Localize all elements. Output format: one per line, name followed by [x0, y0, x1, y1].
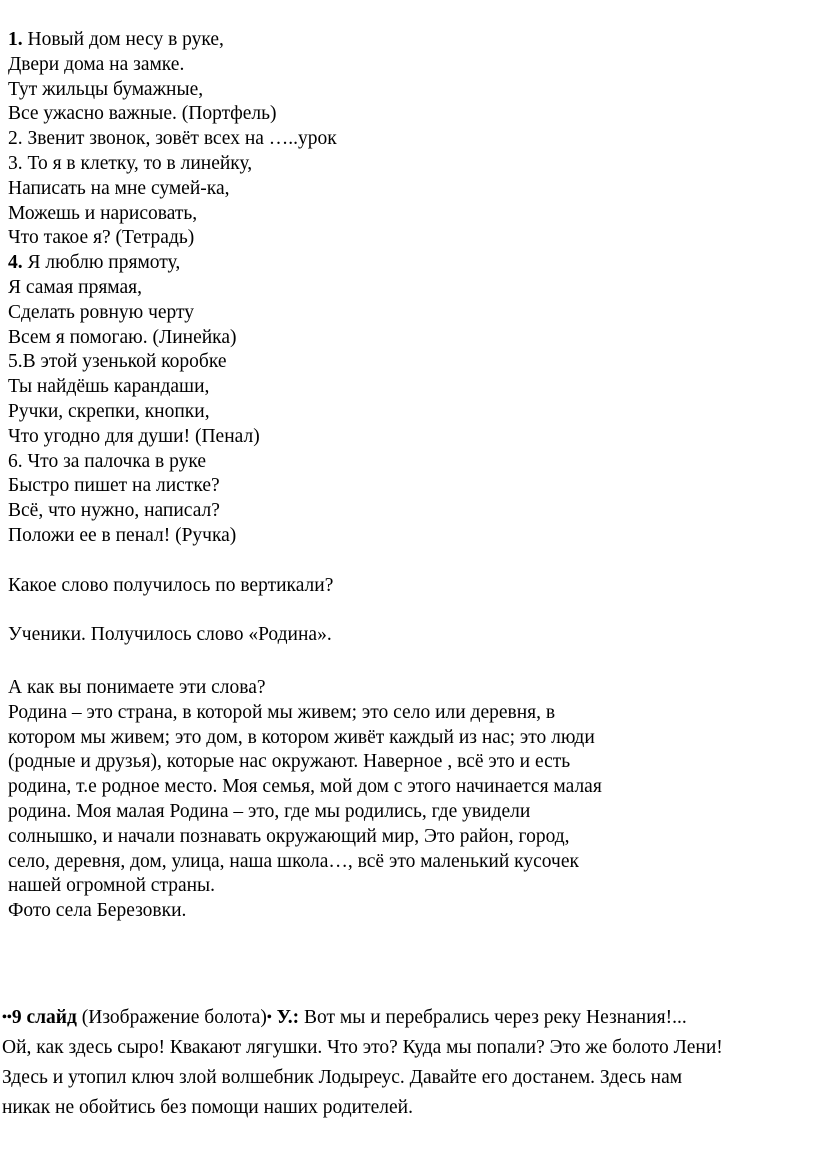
riddle-line: 2. Звенит звонок, зовёт всех на …..урок — [8, 128, 337, 150]
riddle-line: Положи ее в пенал! (Ручка) — [8, 524, 237, 546]
slide-line: Здесь и утопил ключ злой волшебник Лодыреус. Давайте его достанем. Здесь нам — [2, 1067, 683, 1088]
paragraph-line: Фото села Березовки. — [8, 900, 187, 922]
riddle-line: Сделать ровную черту — [8, 301, 195, 323]
riddle-line: Я самая прямая, — [8, 276, 142, 298]
paragraph-line: Родина – это страна, в которой мы живем; это село или деревня, в — [8, 701, 556, 723]
paragraph-line: (родные и друзья), которые нас окружают. Наверное , всё это и есть — [8, 751, 571, 773]
question-text: Какое слово получилось по вертикали? — [8, 574, 334, 596]
slide-image-note: (Изображение болота) — [76, 1007, 267, 1028]
riddle-line: 3. То я в клетку, то в линейку, — [8, 152, 253, 174]
riddle-line: Все ужасно важные. (Портфель) — [8, 103, 277, 125]
slide-line: никак не обойтись без помощи наших родителей. — [2, 1097, 413, 1118]
bullet-icon: • — [6, 1010, 12, 1025]
riddle-line: 5.В этой узенькой коробке — [8, 351, 227, 373]
slide-nine-block — [2, 1003, 814, 1123]
paragraph-line: село, деревня, дом, улица, наша школа…, всё это маленький кусочек — [8, 850, 579, 872]
spacer — [8, 549, 798, 574]
homeland-paragraph — [8, 676, 708, 924]
riddle-line: Можешь и нарисовать, — [8, 202, 198, 224]
riddle-line: Двери дома на замке. — [8, 53, 185, 75]
riddle-line: Что такое я? (Тетрадь) — [8, 227, 195, 249]
riddle-text: Новый дом несу в руке, — [22, 29, 224, 50]
riddle-number: 1. — [8, 29, 23, 50]
riddle-number: 4. — [8, 252, 23, 274]
paragraph-line: котором мы живем; это дом, в котором живёт каждый из нас; это люди — [8, 726, 595, 748]
paragraph-line: А как вы понимаете эти слова? — [8, 677, 266, 698]
riddle-text: Я люблю прямоту, — [22, 252, 181, 274]
riddle-line: Ты найдёшь карандаши, — [8, 376, 210, 398]
riddle-line: 6. Что за палочка в руке — [8, 450, 207, 472]
answer-text: Ученики. Получилось слово «Родина». — [8, 624, 332, 646]
paragraph-line: солнышко, и начали познавать окружающий мир, Это район, город, — [8, 825, 570, 847]
riddle-line: Ручки, скрепки, кнопки, — [8, 400, 210, 422]
riddle-line — [8, 251, 798, 276]
riddles-block — [8, 28, 798, 648]
riddle-line: Всё, что нужно, написал? — [8, 500, 220, 522]
paragraph-line: нашей огромной страны. — [8, 875, 216, 897]
paragraph-line: родина. Моя малая Родина – это, где мы родились, где увидели — [8, 800, 531, 822]
speaker-label: У.: — [271, 1007, 300, 1028]
riddle-line: Тут жильцы бумажные, — [8, 78, 204, 100]
slide-line: Ой, как здесь сыро! Квакают лягушки. Что это? Куда мы попали? Это же болото Лени! — [2, 1037, 723, 1058]
slide-text: Вот мы и перебрались через реку Незнания!... — [299, 1007, 687, 1028]
slide-line — [2, 1003, 814, 1033]
riddle-line — [8, 28, 798, 53]
riddle-line: Написать на мне сумей-ка, — [8, 177, 230, 199]
spacer — [8, 598, 798, 623]
slide-title: 9 слайд — [11, 1007, 77, 1028]
riddle-line: Всем я помогаю. (Линейка) — [8, 326, 237, 348]
paragraph-line: родина, т.е родное место. Моя семья, мой дом с этого начинается малая — [8, 776, 602, 798]
riddle-line: Что угодно для души! (Пенал) — [8, 425, 260, 447]
bullet-icon: • — [2, 1010, 7, 1025]
riddle-line: Быстро пишет на листке? — [8, 475, 220, 497]
bullet-icon: • — [266, 1010, 272, 1025]
